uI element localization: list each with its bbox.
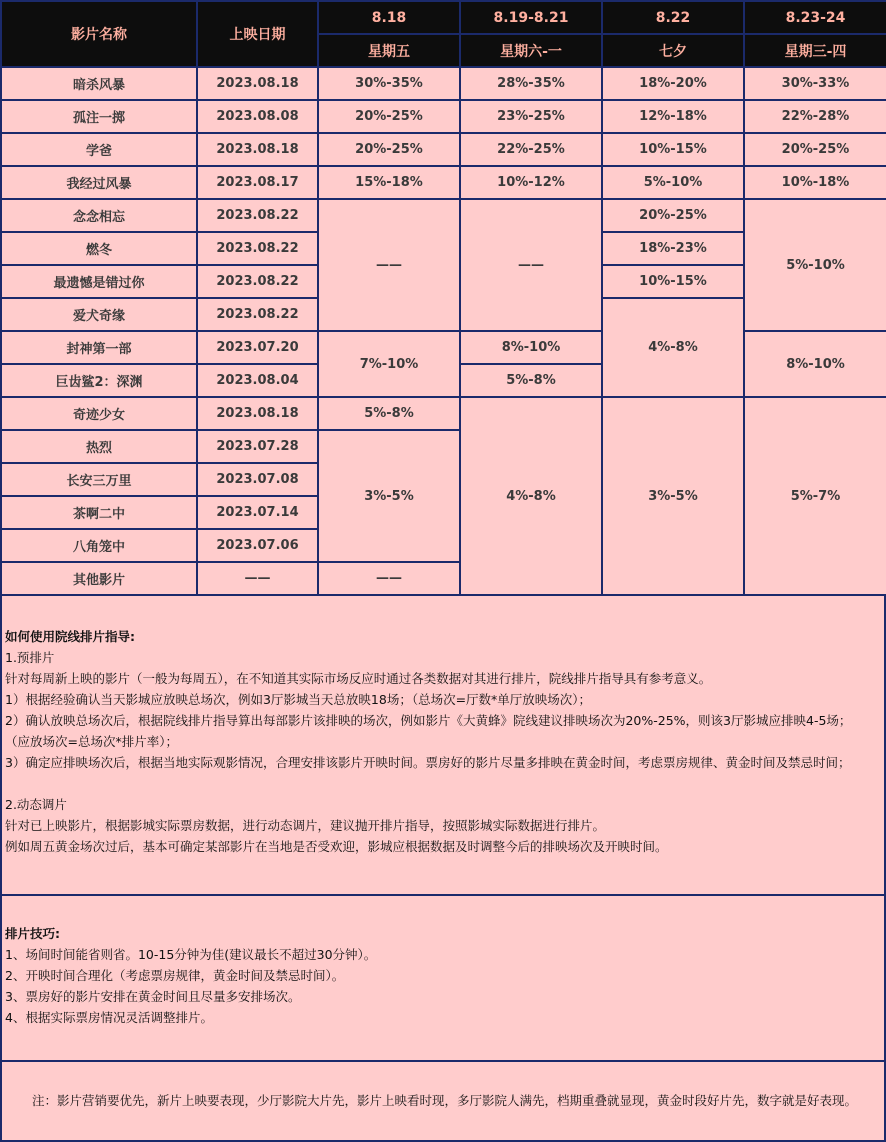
rate-cell: 10%-12% bbox=[460, 166, 602, 199]
rate-cell-merged: 7%-10% bbox=[318, 331, 460, 397]
release-date: 2023.08.18 bbox=[197, 397, 318, 430]
rate-cell-merged: 5%-10% bbox=[744, 199, 886, 331]
rate-cell: 20%-25% bbox=[744, 133, 886, 166]
film-name: 暗杀风暴 bbox=[1, 67, 197, 100]
header-row-1 bbox=[1, 1, 886, 34]
guide-paragraph: 例如周五黄金场次过后，基本可确定某部影片在当地是否受欢迎，影城应根据数据及时调整今后的排映场次及开映时间。 bbox=[5, 839, 668, 854]
guide-paragraph: （应放场次=总场次*排片率）； bbox=[5, 734, 178, 749]
rate-cell-merged: 5%-7% bbox=[744, 397, 886, 595]
guide-paragraph: 3）确定应排映场次后，根据当地实际观影情况，合理安排该影片开映时间。票房好的影片尽量多排映在黄金时间，考虑票房规律、黄金时间及禁忌时间； bbox=[5, 755, 851, 770]
rate-cell: 20%-25% bbox=[318, 133, 460, 166]
rate-cell: 10%-18% bbox=[744, 166, 886, 199]
release-date: 2023.08.18 bbox=[197, 67, 318, 100]
release-date: 2023.08.08 bbox=[197, 100, 318, 133]
table-row bbox=[1, 397, 886, 430]
table-row bbox=[1, 133, 886, 166]
release-date: 2023.08.18 bbox=[197, 133, 318, 166]
release-date: 2023.08.17 bbox=[197, 166, 318, 199]
table-row bbox=[1, 166, 886, 199]
rate-cell: 5%-8% bbox=[318, 397, 460, 430]
film-name: 八角笼中 bbox=[1, 529, 197, 562]
guide-paragraph: 1）根据经验确认当天影城应放映总场次，例如3厅影城当天总放映18场；（总场次=厅数*单厅放映场次）； bbox=[5, 692, 592, 707]
rate-cell: 5%-8% bbox=[460, 364, 602, 397]
release-date: 2023.07.08 bbox=[197, 463, 318, 496]
release-date: 2023.08.22 bbox=[197, 232, 318, 265]
rate-cell: 18%-20% bbox=[602, 67, 744, 100]
rate-cell: 12%-18% bbox=[602, 100, 744, 133]
film-name: 热烈 bbox=[1, 430, 197, 463]
rate-cell-merged: 3%-5% bbox=[318, 430, 460, 562]
film-name: 念念相忘 bbox=[1, 199, 197, 232]
release-date: 2023.08.22 bbox=[197, 199, 318, 232]
table-row bbox=[1, 100, 886, 133]
rate-cell: 20%-25% bbox=[602, 199, 744, 232]
rate-cell: 20%-25% bbox=[318, 100, 460, 133]
footer-note-text: 注：影片营销要优先，新片上映要表现，少厅影院大片先，影片上映看时现，多厅影院人满先，档期重叠就显现，黄金时段好片先，数字就是好表现。 bbox=[31, 1093, 857, 1108]
release-date: 2023.07.14 bbox=[197, 496, 318, 529]
table-row bbox=[1, 67, 886, 100]
header-day-3: 七夕 bbox=[602, 34, 744, 67]
release-date: 2023.07.06 bbox=[197, 529, 318, 562]
film-name: 我经过风暴 bbox=[1, 166, 197, 199]
release-date: 2023.07.28 bbox=[197, 430, 318, 463]
rate-cell: 22%-25% bbox=[460, 133, 602, 166]
rate-cell-merged: —— bbox=[318, 199, 460, 331]
rate-cell-merged: 8%-10% bbox=[744, 331, 886, 397]
film-name: 长安三万里 bbox=[1, 463, 197, 496]
header-day-2: 星期六-一 bbox=[460, 34, 602, 67]
rate-cell-merged: 4%-8% bbox=[602, 298, 744, 397]
header-day-4: 星期三-四 bbox=[744, 34, 886, 67]
header-date-1: 8.18 bbox=[318, 1, 460, 34]
usage-guide bbox=[0, 596, 886, 896]
film-name: 孤注一掷 bbox=[1, 100, 197, 133]
guide-section-2: 2.动态调片 bbox=[5, 797, 67, 812]
guide-paragraph: 针对已上映影片，根据影城实际票房数据，进行动态调片，建议抛开排片指导，按照影城实际数据进行排片。 bbox=[5, 818, 606, 833]
guide-title: 如何使用院线排片指导: bbox=[5, 629, 135, 644]
rate-cell: 5%-10% bbox=[602, 166, 744, 199]
film-name: 其他影片 bbox=[1, 562, 197, 595]
tip-item: 4、根据实际票房情况灵活调整排片。 bbox=[5, 1010, 213, 1025]
header-film-name: 影片名称 bbox=[1, 1, 197, 67]
rate-cell: —— bbox=[318, 562, 460, 595]
film-name: 茶啊二中 bbox=[1, 496, 197, 529]
rate-cell: 23%-25% bbox=[460, 100, 602, 133]
rate-cell: 22%-28% bbox=[744, 100, 886, 133]
film-name: 巨齿鲨2：深渊 bbox=[1, 364, 197, 397]
rate-cell: 10%-15% bbox=[602, 133, 744, 166]
rate-cell: 10%-15% bbox=[602, 265, 744, 298]
film-name: 爱犬奇缘 bbox=[1, 298, 197, 331]
rate-cell: 30%-33% bbox=[744, 67, 886, 100]
table-row bbox=[1, 199, 886, 232]
release-date: —— bbox=[197, 562, 318, 595]
rate-cell: 8%-10% bbox=[460, 331, 602, 364]
table-row bbox=[1, 331, 886, 364]
film-name: 学爸 bbox=[1, 133, 197, 166]
film-name: 奇迹少女 bbox=[1, 397, 197, 430]
rate-cell: 18%-23% bbox=[602, 232, 744, 265]
tips-title: 排片技巧: bbox=[5, 926, 60, 941]
release-date: 2023.08.22 bbox=[197, 298, 318, 331]
rate-cell: 15%-18% bbox=[318, 166, 460, 199]
release-date: 2023.08.22 bbox=[197, 265, 318, 298]
header-date-4: 8.23-24 bbox=[744, 1, 886, 34]
guide-paragraph: 2）确认放映总场次后，根据院线排片指导算出每部影片该排映的场次，例如影片《大黄蜂》院线建议排映场次为20%-25%，则该3厅影城应排映4-5场； bbox=[5, 713, 852, 728]
release-date: 2023.07.20 bbox=[197, 331, 318, 364]
rate-cell: 30%-35% bbox=[318, 67, 460, 100]
tip-item: 3、票房好的影片安排在黄金时间且尽量多安排场次。 bbox=[5, 989, 301, 1004]
release-date: 2023.08.04 bbox=[197, 364, 318, 397]
rate-cell-merged: —— bbox=[460, 199, 602, 331]
footer-note bbox=[0, 1062, 886, 1142]
header-date-2: 8.19-8.21 bbox=[460, 1, 602, 34]
guide-section-1: 1.预排片 bbox=[5, 650, 55, 665]
scheduling-tips bbox=[0, 896, 886, 1062]
film-name: 封神第一部 bbox=[1, 331, 197, 364]
tip-item: 2、开映时间合理化（考虑票房规律，黄金时间及禁忌时间）。 bbox=[5, 968, 345, 983]
rate-cell-merged: 4%-8% bbox=[460, 397, 602, 595]
rate-cell-merged: 3%-5% bbox=[602, 397, 744, 595]
header-date-3: 8.22 bbox=[602, 1, 744, 34]
rate-cell: 28%-35% bbox=[460, 67, 602, 100]
header-day-1: 星期五 bbox=[318, 34, 460, 67]
header-release-date: 上映日期 bbox=[197, 1, 318, 67]
guide-paragraph: 针对每周新上映的影片（一般为每周五），在不知道其实际市场反应时通过各类数据对其进行排片，院线排片指导具有参考意义。 bbox=[5, 671, 712, 686]
film-name: 燃冬 bbox=[1, 232, 197, 265]
tip-item: 1、场间时间能省则省。10-15分钟为佳(建议最长不超过30分钟）。 bbox=[5, 947, 377, 962]
film-name: 最遗憾是错过你 bbox=[1, 265, 197, 298]
